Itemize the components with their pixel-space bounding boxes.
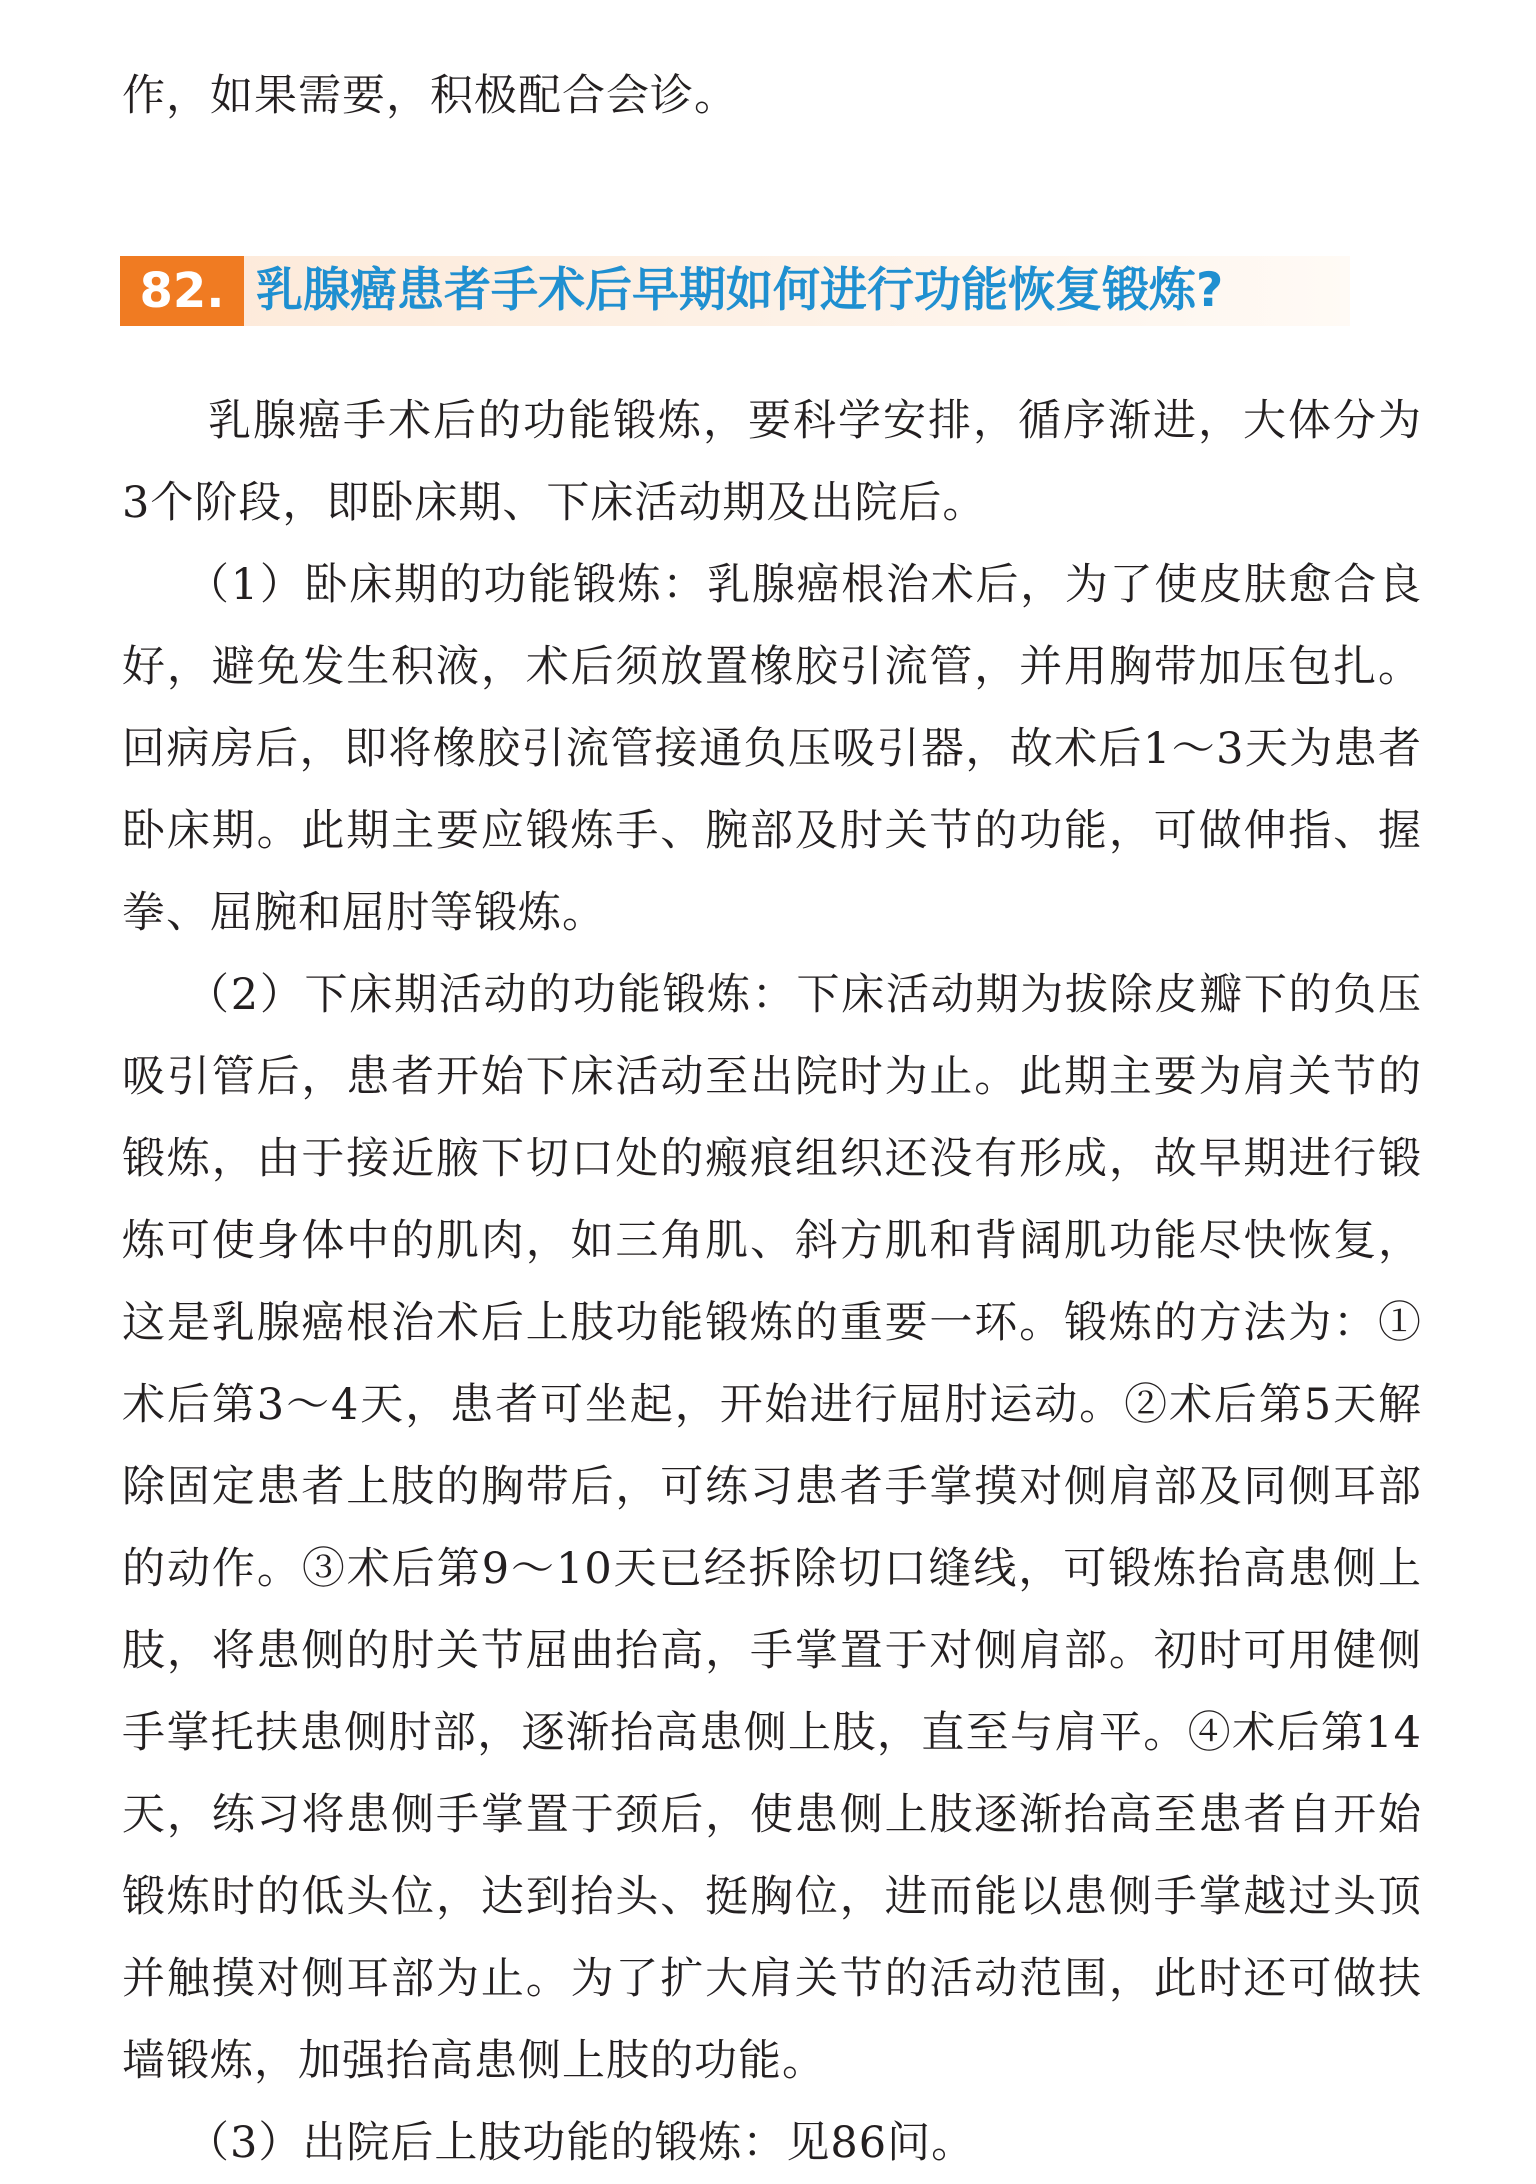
carryover-text: 作，如果需要，积极配合会诊。 — [122, 71, 738, 121]
paragraph-ambulation-stage: （2）下床期活动的功能锻炼：下床活动期为拔除皮瓣下的负压吸引管后，患者开始下床活动至出院时为止。此期主要为肩关节的锻炼，由于接近腋下切口处的瘢痕组织还没有形成，故早期进行锻炼可使身体中的肌肉，如三角肌、斜方肌和背阔肌功能尽快恢复，这是乳腺癌根治术后上肢功能锻炼的重要一环。锻炼的方法为：①术后第3～4天，患者可坐起，开始进行屈肘运动。②术后第5天解除固定患者上肢的胸带后，可练习患者手掌摸对侧肩部及同侧耳部的动作。③术后第9～10天已经拆除切口缝线，可锻炼抬高患侧上肢，将患侧的肘关节屈曲抬高，手掌置于对侧肩部。初时可用健侧手掌托扶患侧肘部，逐渐抬高患侧上肢，直至与肩平。④术后第14天，练习将患侧手掌置于颈后，使患侧上肢逐渐抬高至患者自开始锻炼时的低头位，达到抬头、挺胸位，进而能以患侧手掌越过头顶并触摸对侧耳部为止。为了扩大肩关节的活动范围，此时还可做扶墙锻炼，加强抬高患侧上肢的功能。 — [122, 970, 1422, 2086]
section-title: 乳腺癌患者手术后早期如何进行功能恢复锻炼? — [256, 263, 1224, 318]
section-body — [122, 380, 1422, 2184]
section-number: 82. — [120, 256, 244, 326]
paragraph-intro: 乳腺癌手术后的功能锻炼，要科学安排，循序渐进，大体分为3个阶段，即卧床期、下床活动期及出院后。 — [122, 396, 1422, 528]
paragraph-bed-rest-stage: （1）卧床期的功能锻炼：乳腺癌根治术后，为了使皮肤愈合良好，避免发生积液，术后须放置橡胶引流管，并用胸带加压包扎。回病房后，即将橡胶引流管接通负压吸引器，故术后1～3天为患者卧床期。此期主要应锻炼手、腕部及肘关节的功能，可做伸指、握拳、屈腕和屈肘等锻炼。 — [122, 560, 1422, 938]
paragraph-after-discharge: （3）出院后上肢功能的锻炼：见86问。 — [186, 2118, 976, 2168]
section-header — [120, 256, 1350, 326]
